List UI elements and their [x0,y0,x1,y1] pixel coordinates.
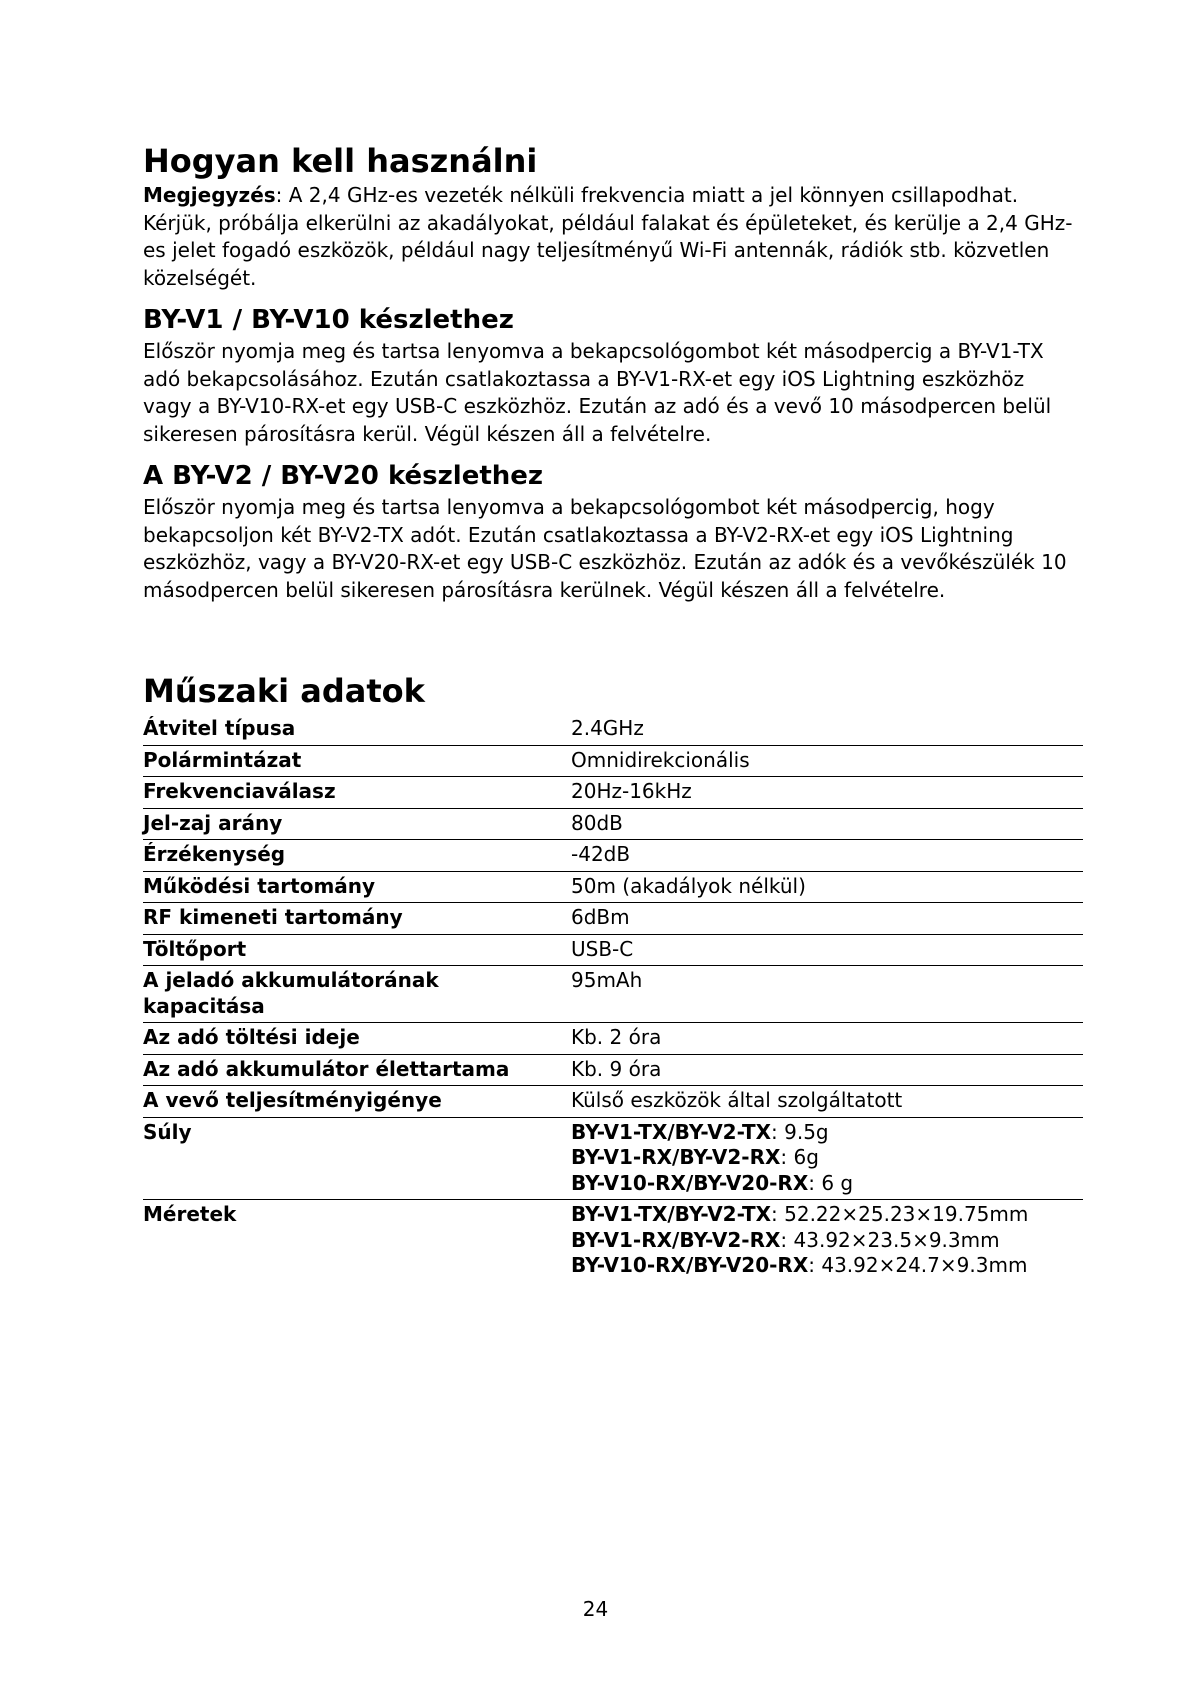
spec-value: Külső eszközök által szolgáltatott [571,1086,1083,1118]
model-label: BY-V1-RX/BY-V2-RX [571,1227,781,1252]
specs-table [143,714,1083,1282]
weight-line [571,1120,1083,1146]
kit2-text: Először nyomja meg és tartsa lenyomva a bekapcsológombot két másodpercig, hogy bekapcsoljon két BY-V2-TX adót. Ezután csatlakoztassa a BY-V2-RX-et egy iOS Lightning eszközhöz, vagy a BY-V20-RX-et egy USB-C eszközhöz. Ezután az adók és a vevőkészülék 10 másodpercen belül sikeresen párosításra kerülnek. Végül készen áll a felvételre. [143,495,1067,602]
spec-value: 6dBm [571,903,1083,935]
table-row [143,1054,1083,1086]
weight-value: : 6 g [808,1170,854,1195]
spec-key: Átvitel típusa [143,716,296,740]
specs-title: Műszaki adatok [143,672,425,710]
model-label: BY-V1-RX/BY-V2-RX [571,1145,781,1169]
table-row [143,1200,1083,1282]
note-label: Megjegyzés [143,183,276,207]
spec-key: Az adó akkumulátor élettartama [143,1054,571,1086]
spec-value: Omnidirekcionális [571,745,1083,777]
spec-key: Polármintázat [143,745,571,777]
table-row [143,1023,1083,1055]
weight-value: : 9.5g [771,1119,829,1144]
spec-key: A vevő teljesítményigénye [143,1086,571,1118]
spec-key: Frekvenciaválasz [143,777,571,809]
kit2-title: A BY-V2 / BY-V20 készlethez [143,461,544,491]
dims-value: : 43.92×24.7×9.3mm [808,1253,1028,1277]
spec-value: 95mAh [571,966,1083,1023]
dims-line [571,1228,1083,1254]
spec-value: 80dB [571,808,1083,840]
table-row [143,966,1083,1023]
dims-line [571,1202,1083,1228]
spec-key: Érzékenység [143,840,571,872]
table-row [143,934,1083,966]
weight-line [571,1171,1083,1197]
table-row [143,777,1083,809]
model-label: BY-V10-RX/BY-V20-RX [571,1253,809,1277]
spec-value [571,1117,1083,1200]
table-row [143,1086,1083,1118]
spec-value: 2.4GHz [571,716,644,740]
dims-value: : 43.92×23.5×9.3mm [780,1227,1000,1252]
spec-value: USB-C [571,934,1083,966]
note-text: : A 2,4 GHz-es vezeték nélküli frekvencia miatt a jel könnyen csillapodhat. Kérjük, próbálja elkerülni az akadályokat, például falakat és épületeket, és kerülje a 2,4 GHz-es jelet fogadó eszközök, például nagy teljesítményű Wi-Fi antennák, rádiók stb. közvetlen közelségét. [143,183,1073,290]
spec-key: Méretek [143,1200,571,1282]
table-row [143,808,1083,840]
dims-line [571,1253,1083,1279]
weight-value: : 6g [780,1145,819,1169]
spec-key: Működési tartomány [143,871,571,903]
howto-title: Hogyan kell használni [143,142,538,180]
spec-key: Töltőport [143,934,571,966]
spec-value [571,1200,1083,1282]
spec-key: RF kimeneti tartomány [143,903,571,935]
spec-value: 20Hz-16kHz [571,777,1083,809]
page-number: 24 [582,1597,609,1621]
weight-line [571,1145,1083,1171]
spec-key: Jel-zaj arány [143,808,571,840]
spec-key: Az adó töltési ideje [143,1023,571,1055]
kit1-title: BY-V1 / BY-V10 készlethez [143,305,514,335]
howto-note [143,182,1073,292]
table-row [143,871,1083,903]
model-label: BY-V10-RX/BY-V20-RX [571,1170,809,1195]
kit1-text: Először nyomja meg és tartsa lenyomva a bekapcsológombot két másodpercig a BY-V1-TX adó bekapcsolásához. Ezután csatlakoztassa a BY-V1-RX-et egy iOS Lightning eszközhöz vagy a BY-V10-RX-et egy USB-C eszközhöz. Ezután az adó és a vevő 10 másodpercen belül sikeresen párosításra kerül. Végül készen áll a felvételre. [143,339,1052,446]
spec-value: Kb. 2 óra [571,1023,1083,1055]
spec-key: A jeladó akkumulátorának kapacitása [143,966,571,1023]
table-row [143,1117,1083,1200]
spec-value: Kb. 9 óra [571,1054,1083,1086]
model-label: BY-V1-TX/BY-V2-TX [571,1202,772,1226]
table-row [143,714,1083,745]
model-label: BY-V1-TX/BY-V2-TX [571,1119,772,1144]
table-row [143,745,1083,777]
spec-value: -42dB [571,840,1083,872]
spec-value: 50m (akadályok nélkül) [571,871,1083,903]
table-row [143,903,1083,935]
page-content [143,140,1073,1282]
dims-value: : 52.22×25.23×19.75mm [771,1202,1029,1226]
spec-key: Súly [143,1117,571,1200]
table-row [143,840,1083,872]
